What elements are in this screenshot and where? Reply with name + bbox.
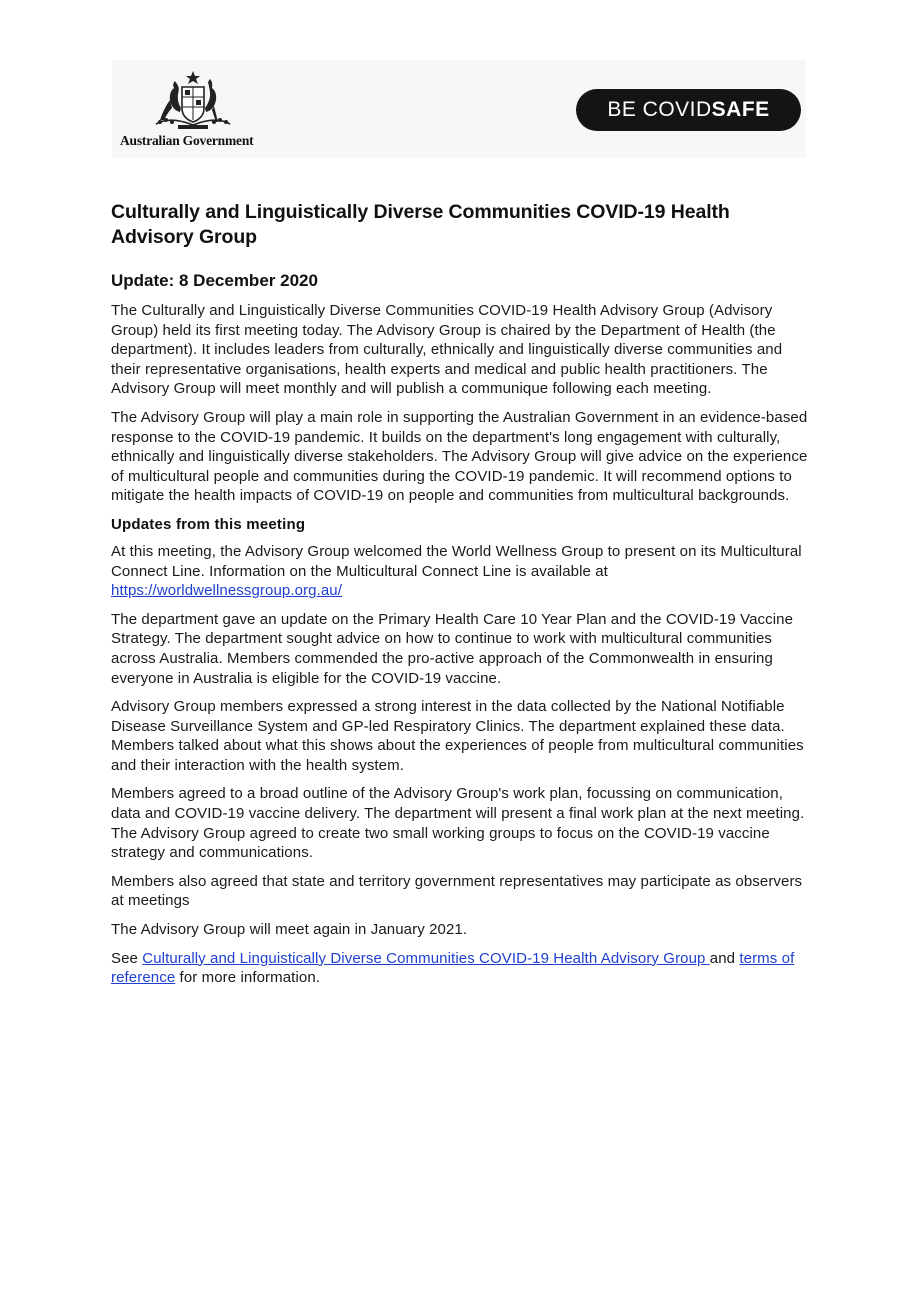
update-paragraph: The Advisory Group will meet again in January 2021. (111, 921, 468, 939)
government-name: Australian Government (120, 133, 254, 148)
covidsafe-badge (576, 89, 801, 131)
see-also-paragraph (111, 949, 811, 988)
update-paragraph: The department gave an update on the Primary Health Care 10 Year Plan and the COVID-19 Vaccine Strategy. The department sought advice on how to continue to work with multicultural communities across Australia. Members commended the pro-active approach of the Commonwealth in ensuring everyone in Australia is eligible for the COVID-19 vaccine. (111, 610, 794, 687)
terms-of-reference-link[interactable]: terms of reference (111, 949, 795, 987)
intro-paragraph: The Culturally and Linguistically Diverse Communities COVID-19 Health Advisory Group (Advisory Group) held its first meeting today. The Advisory Group is chaired by the Department of Health (the department). It includes leaders from culturally, ethnically and linguistically diverse communities and their representative organisations, health experts and medical and public health practitioners. The Advisory Group will meet monthly and will publish a communique following each meeting. (111, 302, 783, 398)
document-title: Culturally and Linguistically Diverse Communities COVID-19 Health Advisory Group (111, 201, 730, 248)
wellness-paragraph-text: At this meeting, the Advisory Group welcomed the World Wellness Group to present on its Multicultural Connect Line. Information on the Multicultural Connect Line is available at (111, 542, 802, 580)
document-body (111, 200, 811, 997)
coat-of-arms-icon (150, 70, 236, 132)
see-also-middle: and (709, 949, 740, 967)
updates-heading: Updates from this meeting (111, 515, 306, 533)
update-paragraph: Advisory Group members expressed a strong interest in the data collected by the National Notifiable Disease Surveillance System and GP-led Respiratory Clinics. The department explained these data. Members talked about what this shows about the experiences of people from multicultural communities and their interaction with the health system. (111, 698, 804, 774)
world-wellness-link[interactable]: https://worldwellnessgroup.org.au/ (111, 582, 343, 600)
intro-paragraph: The Advisory Group will play a main role in supporting the Australian Government in an evidence-based response to the COVID-19 pandemic. It builds on the department's long engagement with culturally, ethnically and linguistically diverse stakeholders. The Advisory Group will give advice on the experience of multicultural people and communities during the COVID-19 pandemic. It will recommend options to mitigate the health impacts of COVID-19 on people and communities from multicultural backgrounds. (111, 408, 808, 505)
advisory-group-link[interactable]: Culturally and Linguistically Diverse Communities COVID-19 Health Advisory Group (142, 949, 710, 967)
update-paragraph: Members also agreed that state and territory government representatives may participate as observers at meetings (111, 872, 803, 910)
wellness-paragraph (111, 542, 811, 601)
badge-text-bold: SAFE (711, 98, 770, 121)
update-heading: Update: 8 December 2020 (111, 271, 318, 290)
update-paragraph: Members agreed to a broad outline of the Advisory Group's work plan, focussing on communication, data and COVID-19 vaccine delivery. The department will present a final work plan at the next meeting. The Advisory Group agreed to create two small working groups to focus on the COVID-19 vaccine strategy and communications. (111, 785, 805, 862)
badge-text-light: BE COVID (607, 98, 712, 121)
see-also-prefix: See (111, 949, 143, 967)
see-also-suffix: for more information. (175, 969, 321, 987)
